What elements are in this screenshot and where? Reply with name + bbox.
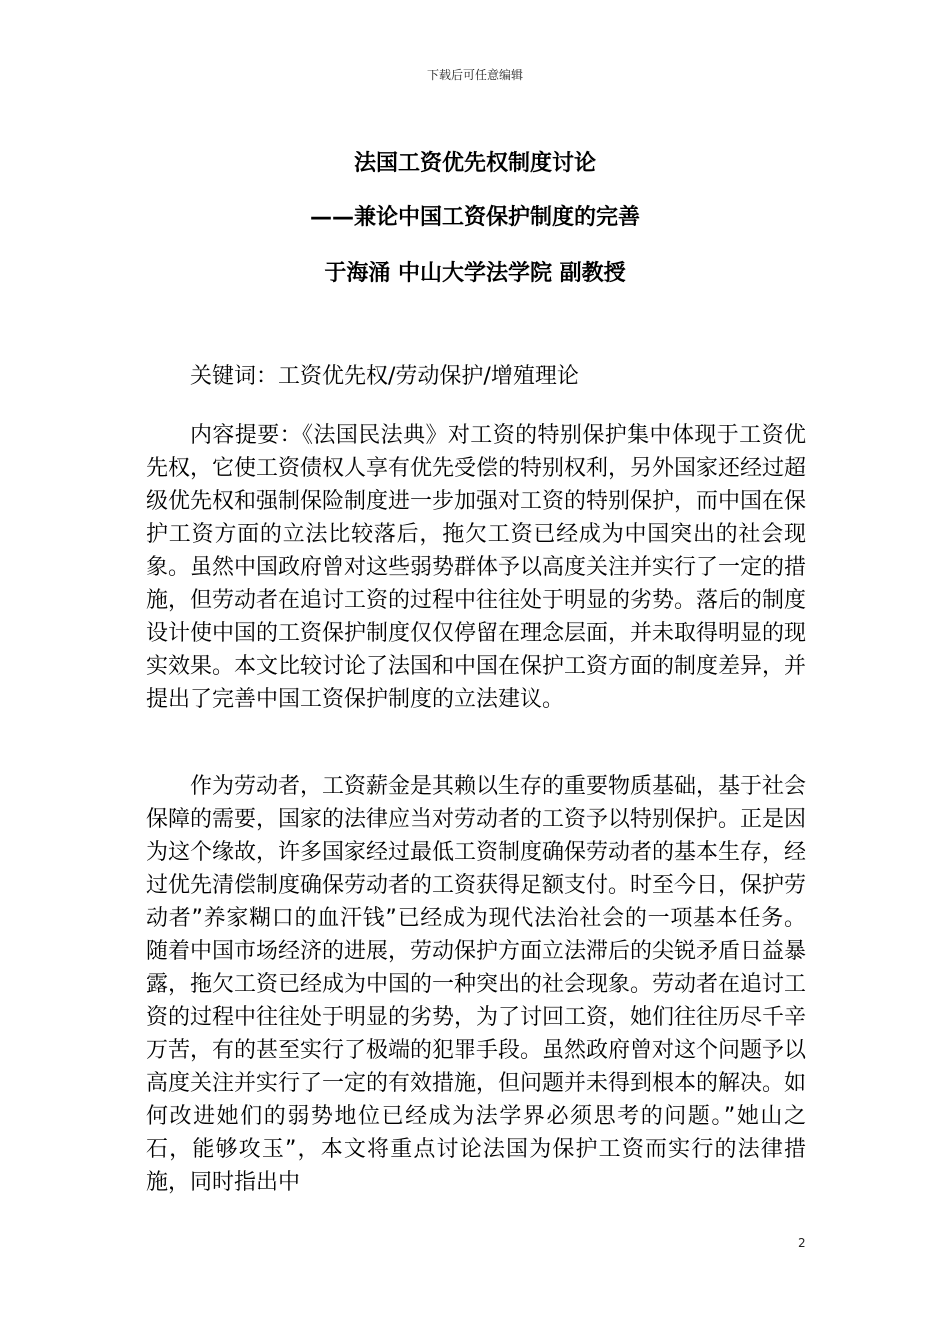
intro-section	[146, 770, 806, 1199]
keywords-section	[146, 360, 806, 393]
page-header-note: 下载后可任意编辑	[426, 68, 523, 82]
document-subtitle: ——兼论中国工资保护制度的完善	[309, 205, 640, 230]
page-number: 2	[798, 1236, 806, 1250]
intro-paragraph: 作为劳动者，工资薪金是其赖以生存的重要物质基础，基于社会保障的需要，国家的法律应当对劳动者的工资予以特别保护。正是因为这个缘故，许多国家经过最低工资制度确保劳动者的基本生存，经过优先清偿制度确保劳动者的工资获得足额支付。时至今日，保护劳动者”养家糊口的血汗钱”已经成为现代法治社会的一项基本任务。随着中国市场经济的进展，劳动保护方面立法滞后的尖锐矛盾日益暴露，拖欠工资已经成为中国的一种突出的社会现象。劳动者在追讨工资的过程中往往处于明显的劣势，为了讨回工资，她们往往历尽千辛万苦，有的甚至实行了极端的犯罪手段。虽然政府曾对这个问题予以高度关注并实行了一定的有效措施，但问题并未得到根本的解决。如何改进她们的弱势地位已经成为法学界必须思考的问题。”她山之石，能够攻玉”，本文将重点讨论法国为保护工资而实行的法律措施，同时指出中	[146, 774, 807, 1195]
author-line: 于海涌 中山大学法学院 副教授	[324, 261, 626, 286]
document-title: 法国工资优先权制度讨论	[353, 151, 596, 176]
abstract-paragraph: 内容提要：《法国民法典》对工资的特别保护集中体现于工资优先权，它使工资债权人享有优先受偿的特别权利，另外国家还经过超级优先权和强制保险制度进一步加强对工资的特别保护，而中国在保护工资方面的立法比较落后，拖欠工资已经成为中国突出的社会现象。虽然中国政府曾对这些弱势群体予以高度关注并实行了一定的措施，但劳动者在追讨工资的过程中往往处于明显的劣势。落后的制度设计使中国的工资保护制度仅仅停留在理念层面，并未取得明显的现实效果。本文比较讨论了法国和中国在保护工资方面的制度差异，并提出了完善中国工资保护制度的立法建议。	[146, 423, 807, 712]
abstract-section	[146, 419, 806, 716]
keywords-paragraph: 关键词：工资优先权/劳动保护/增殖理论	[190, 364, 579, 389]
